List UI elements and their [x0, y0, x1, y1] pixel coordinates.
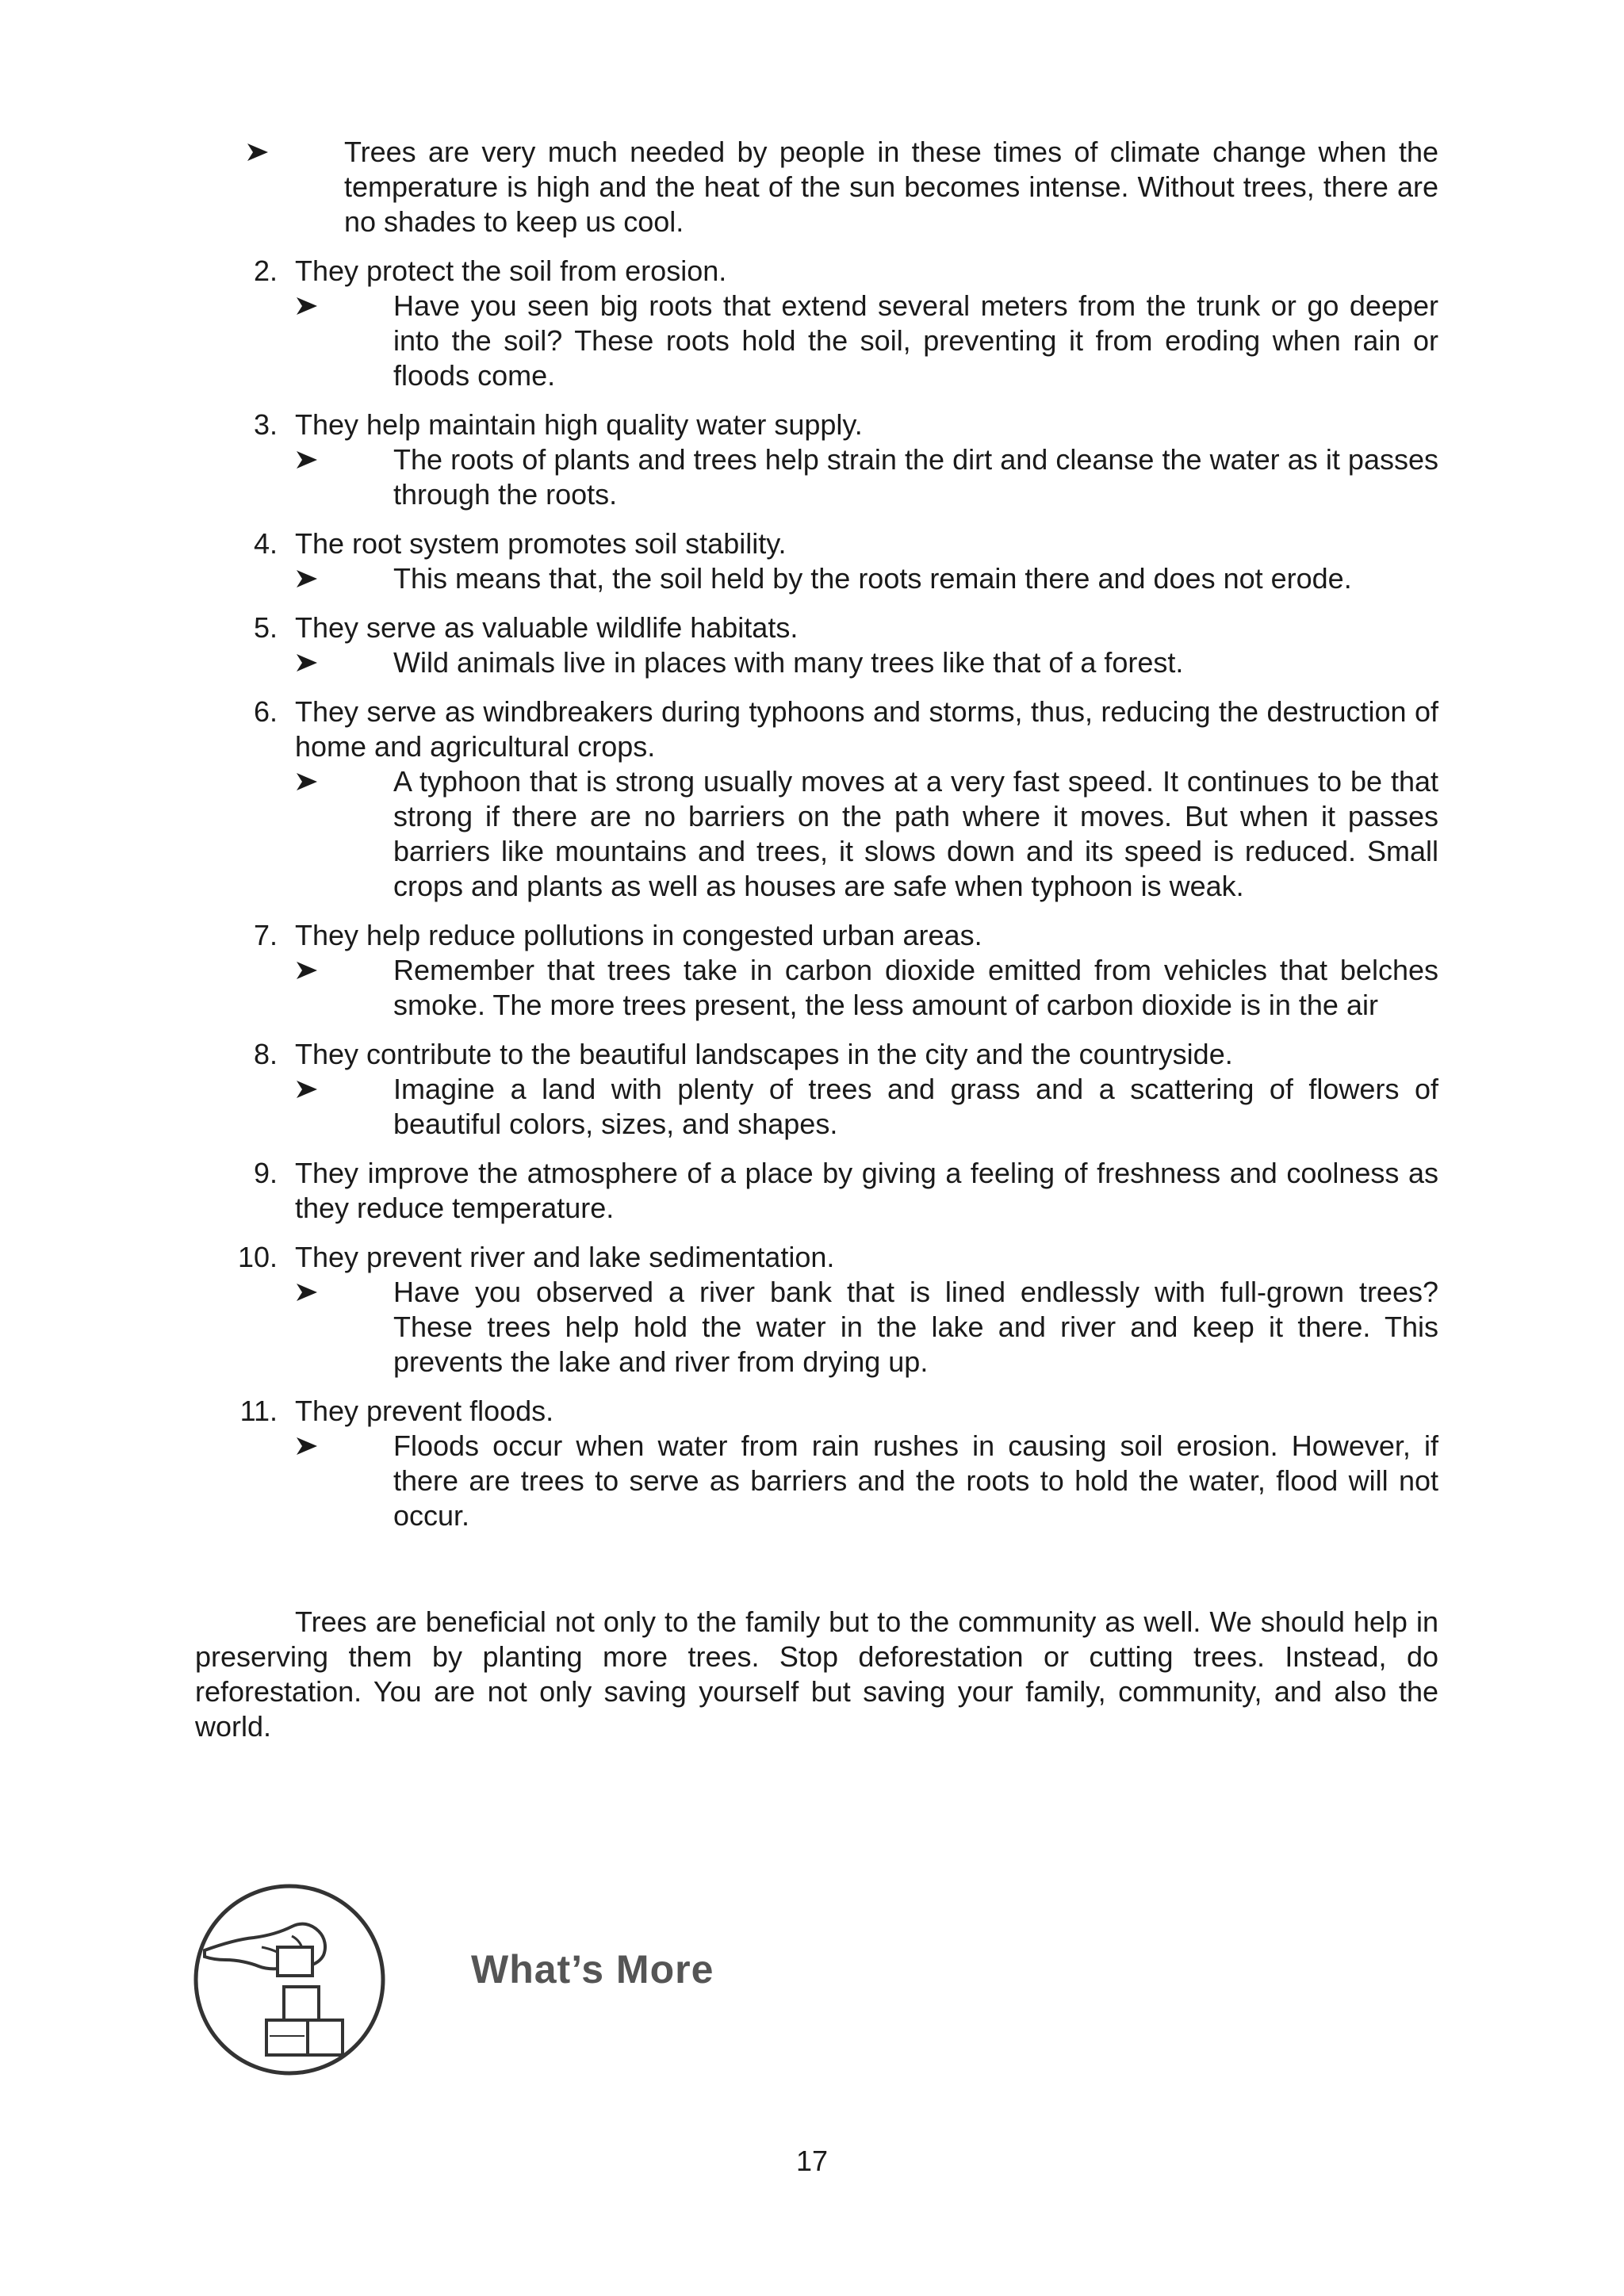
- list-item: [230, 695, 1438, 904]
- arrow-bullet-icon: [295, 1429, 327, 1456]
- bullet-text: Have you seen big roots that extend several meters from the trunk or go deeper into the soil? These roots hold the soil, preventing it from eroding when rain or floods come.: [393, 289, 1438, 392]
- item-bullet: [295, 442, 1438, 512]
- item-bullet: [295, 1275, 1438, 1380]
- arrow-bullet-icon: [295, 764, 327, 792]
- item-text: They improve the atmosphere of a place by giving a feeling of freshness and coolness as they reduce temperature.: [295, 1157, 1438, 1224]
- bullet-text: A typhoon that is strong usually moves at a very fast speed. It continues to be that strong if there are no barriers on the path where it moves. But when it passes barriers like mountains and trees, it slows down and its speed is reduced. Small crops and plants as well as houses are safe when typhoon is weak.: [393, 765, 1438, 902]
- item-number: 2.: [253, 254, 278, 287]
- list-item: [230, 1156, 1438, 1226]
- bullet-text: Imagine a land with plenty of trees and grass and a scattering of flowers of beautiful colors, sizes, and shapes.: [393, 1073, 1438, 1140]
- arrow-bullet-icon: [295, 1072, 327, 1100]
- arrow-bullet-icon: [295, 1275, 327, 1303]
- list-item: [230, 254, 1438, 393]
- arrow-bullet-icon: [295, 645, 327, 673]
- item-text: They protect the soil from erosion.: [295, 254, 727, 287]
- item-number: 9.: [253, 1157, 278, 1189]
- item-text: They prevent river and lake sedimentation.: [295, 1241, 835, 1273]
- closing-paragraph: Trees are beneficial not only to the family but to the community as well. We should help in preserving them by planting more trees. Stop deforestation or cutting trees. Instead, do reforestation. You are not only saving yourself but saving your family, community, and also the world.: [195, 1605, 1438, 1743]
- hand-stacking-blocks-icon: [190, 1881, 389, 2079]
- arrow-bullet-icon: [246, 135, 278, 163]
- item-text: They help reduce pollutions in congested urban areas.: [295, 919, 982, 951]
- bullet-text: The roots of plants and trees help strain the dirt and cleanse the water as it passes through the roots.: [393, 443, 1438, 511]
- item-text: They serve as valuable wildlife habitats.: [295, 611, 799, 644]
- intro-bullet-text: Trees are very much needed by people in these times of climate change when the temperature is high and the heat of the sun becomes intense. Without trees, there are no shades to keep us cool.: [344, 136, 1438, 238]
- item-number: 11.: [239, 1395, 278, 1427]
- item-bullet: [295, 1072, 1438, 1142]
- item-number: 7.: [253, 919, 278, 951]
- item-text: They serve as windbreakers during typhoons and storms, thus, reducing the destruction of home and agricultural crops.: [295, 695, 1438, 763]
- list-item: [230, 1394, 1438, 1533]
- item-number: 6.: [253, 695, 278, 728]
- item-number: 3.: [253, 408, 278, 441]
- item-bullet: [295, 645, 1438, 680]
- intro-bullet: [344, 135, 1438, 239]
- list-item: [230, 408, 1438, 512]
- item-text: They help maintain high quality water supply.: [295, 408, 863, 441]
- item-bullet: [295, 764, 1438, 904]
- bullet-text: Remember that trees take in carbon dioxide emitted from vehicles that belches smoke. The more trees present, the less amount of carbon dioxide is in the air: [393, 954, 1438, 1021]
- bullet-text: Have you observed a river bank that is lined endlessly with full-grown trees? These trees help hold the water in the lake and river and keep it there. This prevents the lake and river from drying up.: [393, 1276, 1438, 1378]
- bullet-text: Floods occur when water from rain rushes in causing soil erosion. However, if there are trees to serve as barriers and the roots to hold the water, flood will not occur.: [393, 1429, 1438, 1532]
- item-bullet: [295, 953, 1438, 1023]
- item-bullet: [295, 561, 1438, 596]
- item-text: The root system promotes soil stability.: [295, 527, 787, 560]
- arrow-bullet-icon: [295, 953, 327, 981]
- bullet-text: Wild animals live in places with many trees like that of a forest.: [393, 646, 1184, 679]
- item-number: 5.: [253, 611, 278, 644]
- list-item: [230, 1037, 1438, 1142]
- list-item: [230, 610, 1438, 680]
- list-item: [230, 526, 1438, 596]
- page-number: 17: [795, 2145, 829, 2177]
- item-bullet: [295, 1429, 1438, 1533]
- bullet-text: This means that, the soil held by the roots remain there and does not erode.: [393, 562, 1352, 595]
- item-text: They prevent floods.: [295, 1395, 554, 1427]
- list-item: [230, 918, 1438, 1023]
- section-title: What’s More: [471, 1947, 714, 1992]
- item-bullet: [295, 289, 1438, 393]
- arrow-bullet-icon: [295, 561, 327, 589]
- list-item: [230, 1240, 1438, 1380]
- item-number: 10.: [237, 1241, 278, 1273]
- item-number: 8.: [253, 1038, 278, 1070]
- arrow-bullet-icon: [295, 442, 327, 470]
- arrow-bullet-icon: [295, 289, 327, 316]
- benefits-list: [230, 254, 1438, 1548]
- item-text: They contribute to the beautiful landscapes in the city and the countryside.: [295, 1038, 1233, 1070]
- item-number: 4.: [253, 527, 278, 560]
